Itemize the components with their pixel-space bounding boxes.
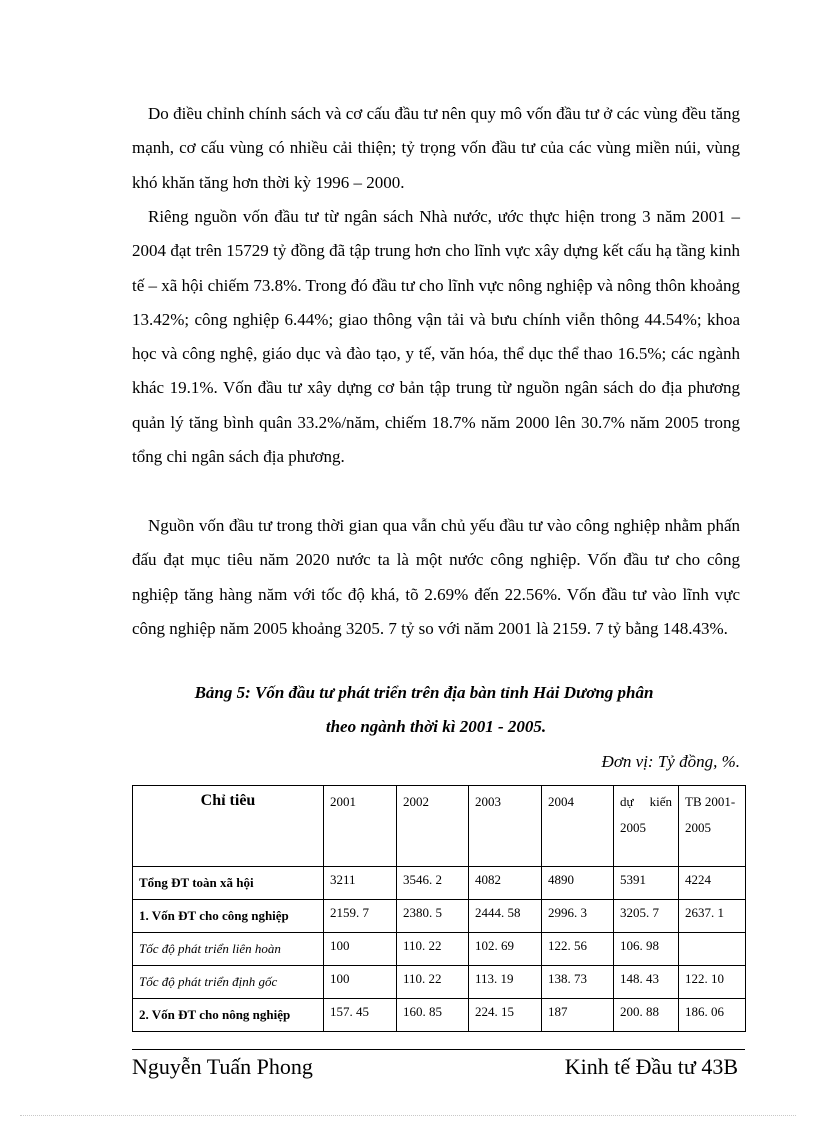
cell-value [679,933,746,966]
cell-value: 148. 43 [614,966,679,999]
cell-value: 100 [324,966,397,999]
footer-author: Nguyễn Tuấn Phong [132,1054,313,1079]
cell-value: 3205. 7 [614,900,679,933]
cell-value: 187 [542,999,614,1032]
table-header-row [133,786,746,867]
paragraph-1: Do điều chỉnh chính sách và cơ cấu đầu tư nên quy mô vốn đầu tư ở các vùng đều tăng mạnh, cơ cấu vùng có nhiều cải thiện; tỷ trọng vốn đầu tư của các vùng miền núi, vùng khó khăn tăng hơn thời kỳ 1996 – 2000. [132,104,740,192]
page-bottom-border [20,1115,796,1116]
footer-divider [132,1049,745,1050]
header-year: 2002 [397,786,469,867]
table-row [133,900,746,933]
cell-value: 160. 85 [397,999,469,1032]
cell-value: 110. 22 [397,933,469,966]
cell-value: 102. 69 [469,933,542,966]
cell-value: 100 [324,933,397,966]
cell-value: 113. 19 [469,966,542,999]
footer-class: Kinh tế Đầu tư 43B [564,1054,738,1079]
cell-value: 200. 88 [614,999,679,1032]
cell-value: 122. 10 [679,966,746,999]
header-label: Chỉ tiêu [133,786,324,867]
cell-value: 224. 15 [469,999,542,1032]
paragraph-3: Nguồn vốn đầu tư trong thời gian qua vẫn chủ yếu đầu tư vào công nghiệp nhằm phấn đấu đạt mục tiêu năm 2020 nước ta là một nước công nghiệp. Vốn đầu tư cho công nghiệp tăng hàng năm với tốc độ khá, tõ 2.69% đến 22.56%. Vốn đầu tư vào lĩnh vực công nghiệp năm 2005 khoảng 3205. 7 tỷ so với năm 2001 là 2159. 7 tỷ bằng 148.43%. [132,516,740,638]
table-unit: Đơn vị: Tỷ đồng, %. [601,752,740,771]
table-row [133,867,746,900]
header-year: 2004 [542,786,614,867]
cell-value: 186. 06 [679,999,746,1032]
cell-value: 4890 [542,867,614,900]
table-caption-line-2: theo ngành thời kì 2001 - 2005. [325,717,547,736]
table-row [133,999,746,1032]
row-label: Tốc độ phát triển định gốc [133,966,324,999]
cell-value: 2380. 5 [397,900,469,933]
cell-value: 106. 98 [614,933,679,966]
row-label: Tổng ĐT toàn xã hội [133,867,324,900]
header-year: TB 2001- 2005 [679,786,746,867]
header-year: dự kiến 2005 [614,786,679,867]
header-year: 2001 [324,786,397,867]
cell-value: 2444. 58 [469,900,542,933]
cell-value: 3211 [324,867,397,900]
cell-value: 138. 73 [542,966,614,999]
cell-value: 4224 [679,867,746,900]
cell-value: 2637. 1 [679,900,746,933]
cell-value: 110. 22 [397,966,469,999]
cell-value: 157. 45 [324,999,397,1032]
table-row [133,933,746,966]
row-label: 2. Vốn ĐT cho nông nghiệp [133,999,324,1032]
table-row [133,966,746,999]
cell-value: 122. 56 [542,933,614,966]
cell-value: 2159. 7 [324,900,397,933]
cell-value: 5391 [614,867,679,900]
table-caption-line-1: Bảng 5: Vốn đầu tư phát triển trên địa bàn tỉnh Hải Dương phân [194,683,654,702]
investment-table [132,785,746,1032]
paragraph-2: Riêng nguồn vốn đầu tư từ ngân sách Nhà nước, ước thực hiện trong 3 năm 2001 – 2004 đạt trên 15729 tỷ đồng đã tập trung hơn cho lĩnh vực xây dựng kết cấu hạ tầng kinh tế – xã hội chiếm 73.8%. Trong đó đầu tư cho lĩnh vực nông nghiệp và nông thôn khoảng 13.42%; công nghiệp 6.44%; giao thông vận tải và bưu chính viễn thông 44.54%; khoa học và công nghệ, giáo dục và đào tạo, y tế, văn hóa, thể dục thể thao 16.5%; các ngành khác 19.1%. Vốn đầu tư xây dựng cơ bản tập trung từ nguồn ngân sách do địa phương quản lý tăng bình quân 33.2%/năm, chiếm 18.7% năm 2000 lên 30.7% năm 2005 trong tổng chi ngân sách địa phương. [132,207,740,467]
cell-value: 4082 [469,867,542,900]
row-label: Tốc độ phát triển liên hoàn [133,933,324,966]
header-year: 2003 [469,786,542,867]
cell-value: 3546. 2 [397,867,469,900]
cell-value: 2996. 3 [542,900,614,933]
row-label: 1. Vốn ĐT cho công nghiệp [133,900,324,933]
